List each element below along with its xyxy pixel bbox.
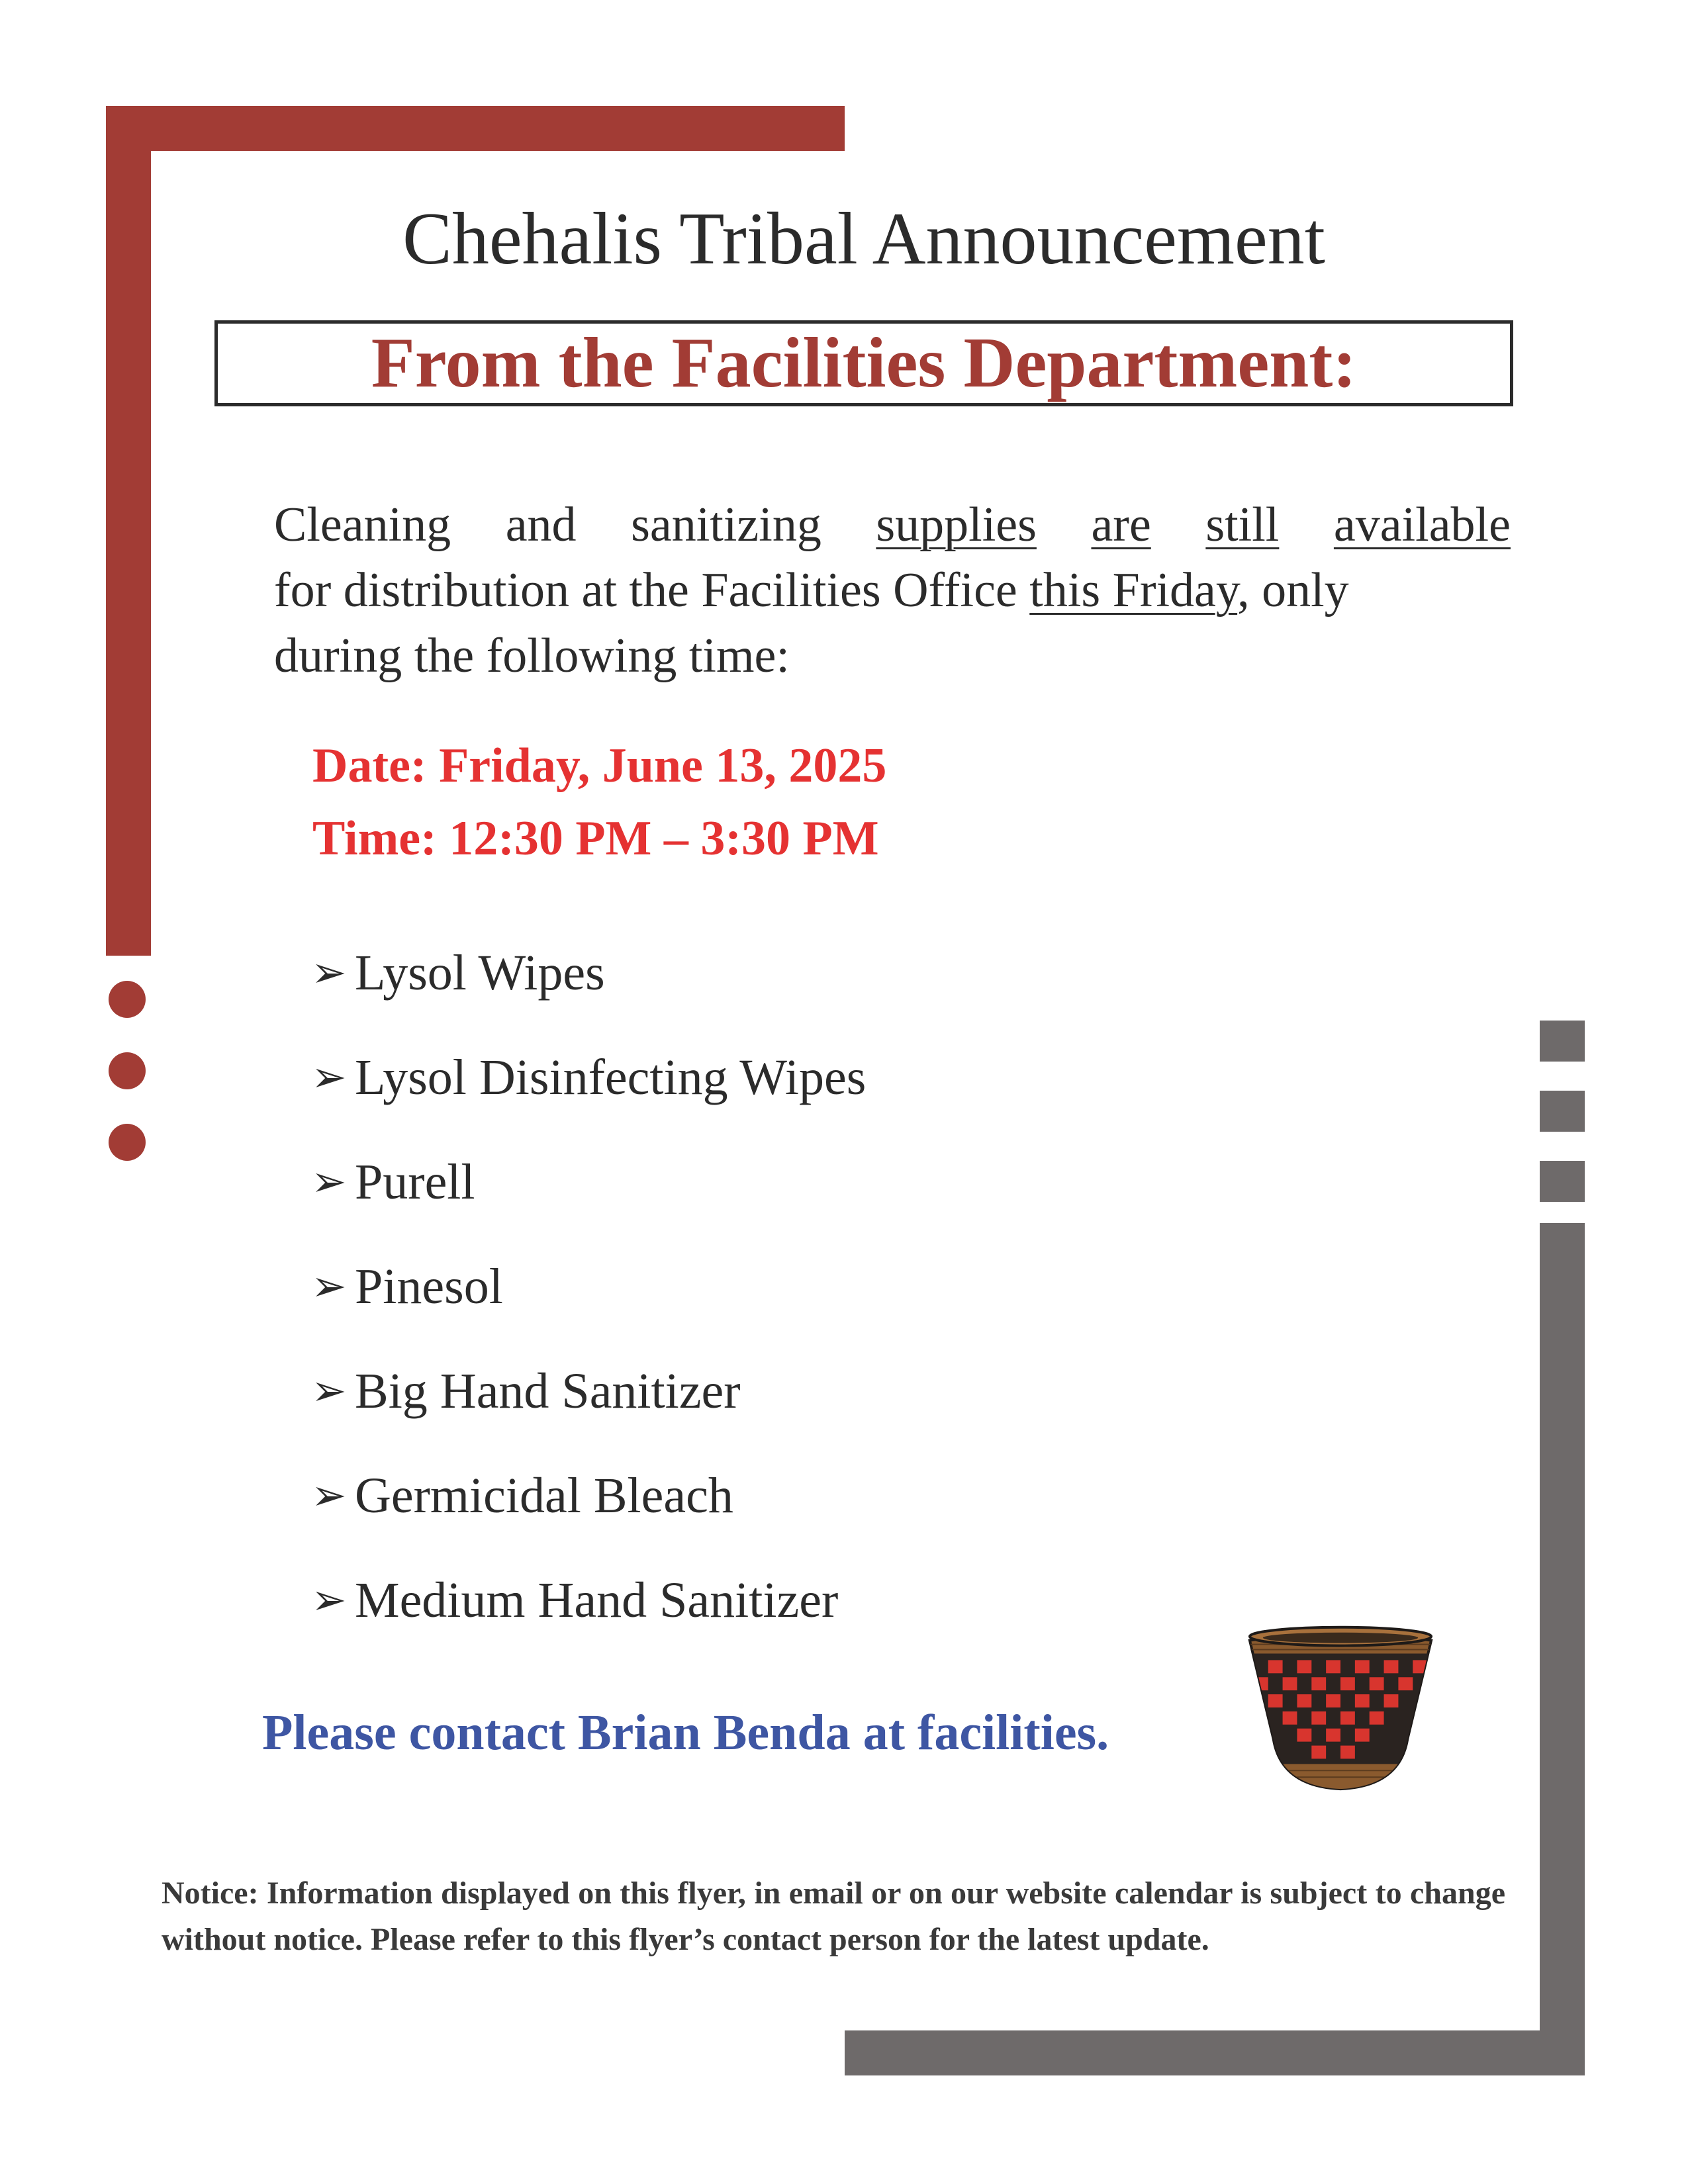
supply-label: Lysol Wipes [355, 945, 605, 1001]
supply-label: Medium Hand Sanitizer [355, 1572, 839, 1628]
supply-label: Germicidal Bleach [355, 1468, 733, 1524]
list-item [311, 940, 866, 1044]
intro-word-underlined: still [1205, 498, 1280, 552]
gray-square-1 [1540, 1021, 1585, 1062]
red-dot-3 [109, 1124, 146, 1161]
intro-word: Cleaning [274, 498, 451, 552]
list-item [311, 1567, 866, 1672]
gray-frame-bottom-bar [845, 2030, 1585, 2075]
list-item [311, 1463, 866, 1567]
woven-basket-icon [1242, 1614, 1439, 1792]
intro-word: and [505, 498, 577, 552]
contact-line: Please contact Brian Benda at facilities. [262, 1705, 1109, 1760]
red-dot-2 [109, 1052, 146, 1089]
arrowhead-bullet-icon: ➢ [311, 1472, 347, 1519]
list-item [311, 1149, 866, 1253]
intro-line-2 [274, 558, 1511, 623]
supply-label: Purell [355, 1154, 475, 1210]
intro-word: sanitizing [631, 498, 821, 552]
event-date: Date: Friday, June 13, 2025 [312, 739, 887, 793]
department-heading: From the Facilities Department: [214, 320, 1513, 406]
intro-text: , only [1237, 563, 1349, 617]
supply-label: Lysol Disinfecting Wipes [355, 1050, 867, 1105]
list-item [311, 1253, 866, 1358]
intro-paragraph [274, 492, 1511, 689]
intro-line-3: during the following time: [274, 629, 790, 683]
event-time: Time: 12:30 PM – 3:30 PM [312, 811, 879, 866]
arrowhead-bullet-icon: ➢ [311, 1367, 347, 1414]
disclaimer-notice: Notice: Information displayed on this flyer, in email or on our website calendar is subject to change without notice. Please refer to this flyer’s contact person for the latest update. [162, 1876, 1505, 1957]
gray-square-2 [1540, 1091, 1585, 1132]
intro-text-underlined: this Friday [1029, 563, 1238, 617]
red-dot-1 [109, 981, 146, 1018]
intro-word-underlined: available [1333, 498, 1511, 552]
arrowhead-bullet-icon: ➢ [311, 1576, 347, 1623]
gray-frame-right-bar [1540, 1223, 1585, 2075]
announcement-title: Chehalis Tribal Announcement [402, 198, 1325, 280]
supply-label: Pinesol [355, 1259, 503, 1314]
red-frame-top-bar [106, 106, 845, 151]
supplies-list [311, 940, 866, 1672]
intro-line-1 [274, 492, 1511, 558]
intro-text: for distribution at the Facilities Office [274, 563, 1030, 617]
list-item [311, 1044, 866, 1149]
arrowhead-bullet-icon: ➢ [311, 1263, 347, 1310]
arrowhead-bullet-icon: ➢ [311, 1158, 347, 1205]
intro-word-underlined: supplies [876, 498, 1037, 552]
list-item [311, 1358, 866, 1463]
intro-word-underlined: are [1091, 498, 1151, 552]
arrowhead-bullet-icon: ➢ [311, 949, 347, 996]
gray-square-3 [1540, 1161, 1585, 1202]
arrowhead-bullet-icon: ➢ [311, 1054, 347, 1101]
supply-label: Big Hand Sanitizer [355, 1363, 741, 1419]
